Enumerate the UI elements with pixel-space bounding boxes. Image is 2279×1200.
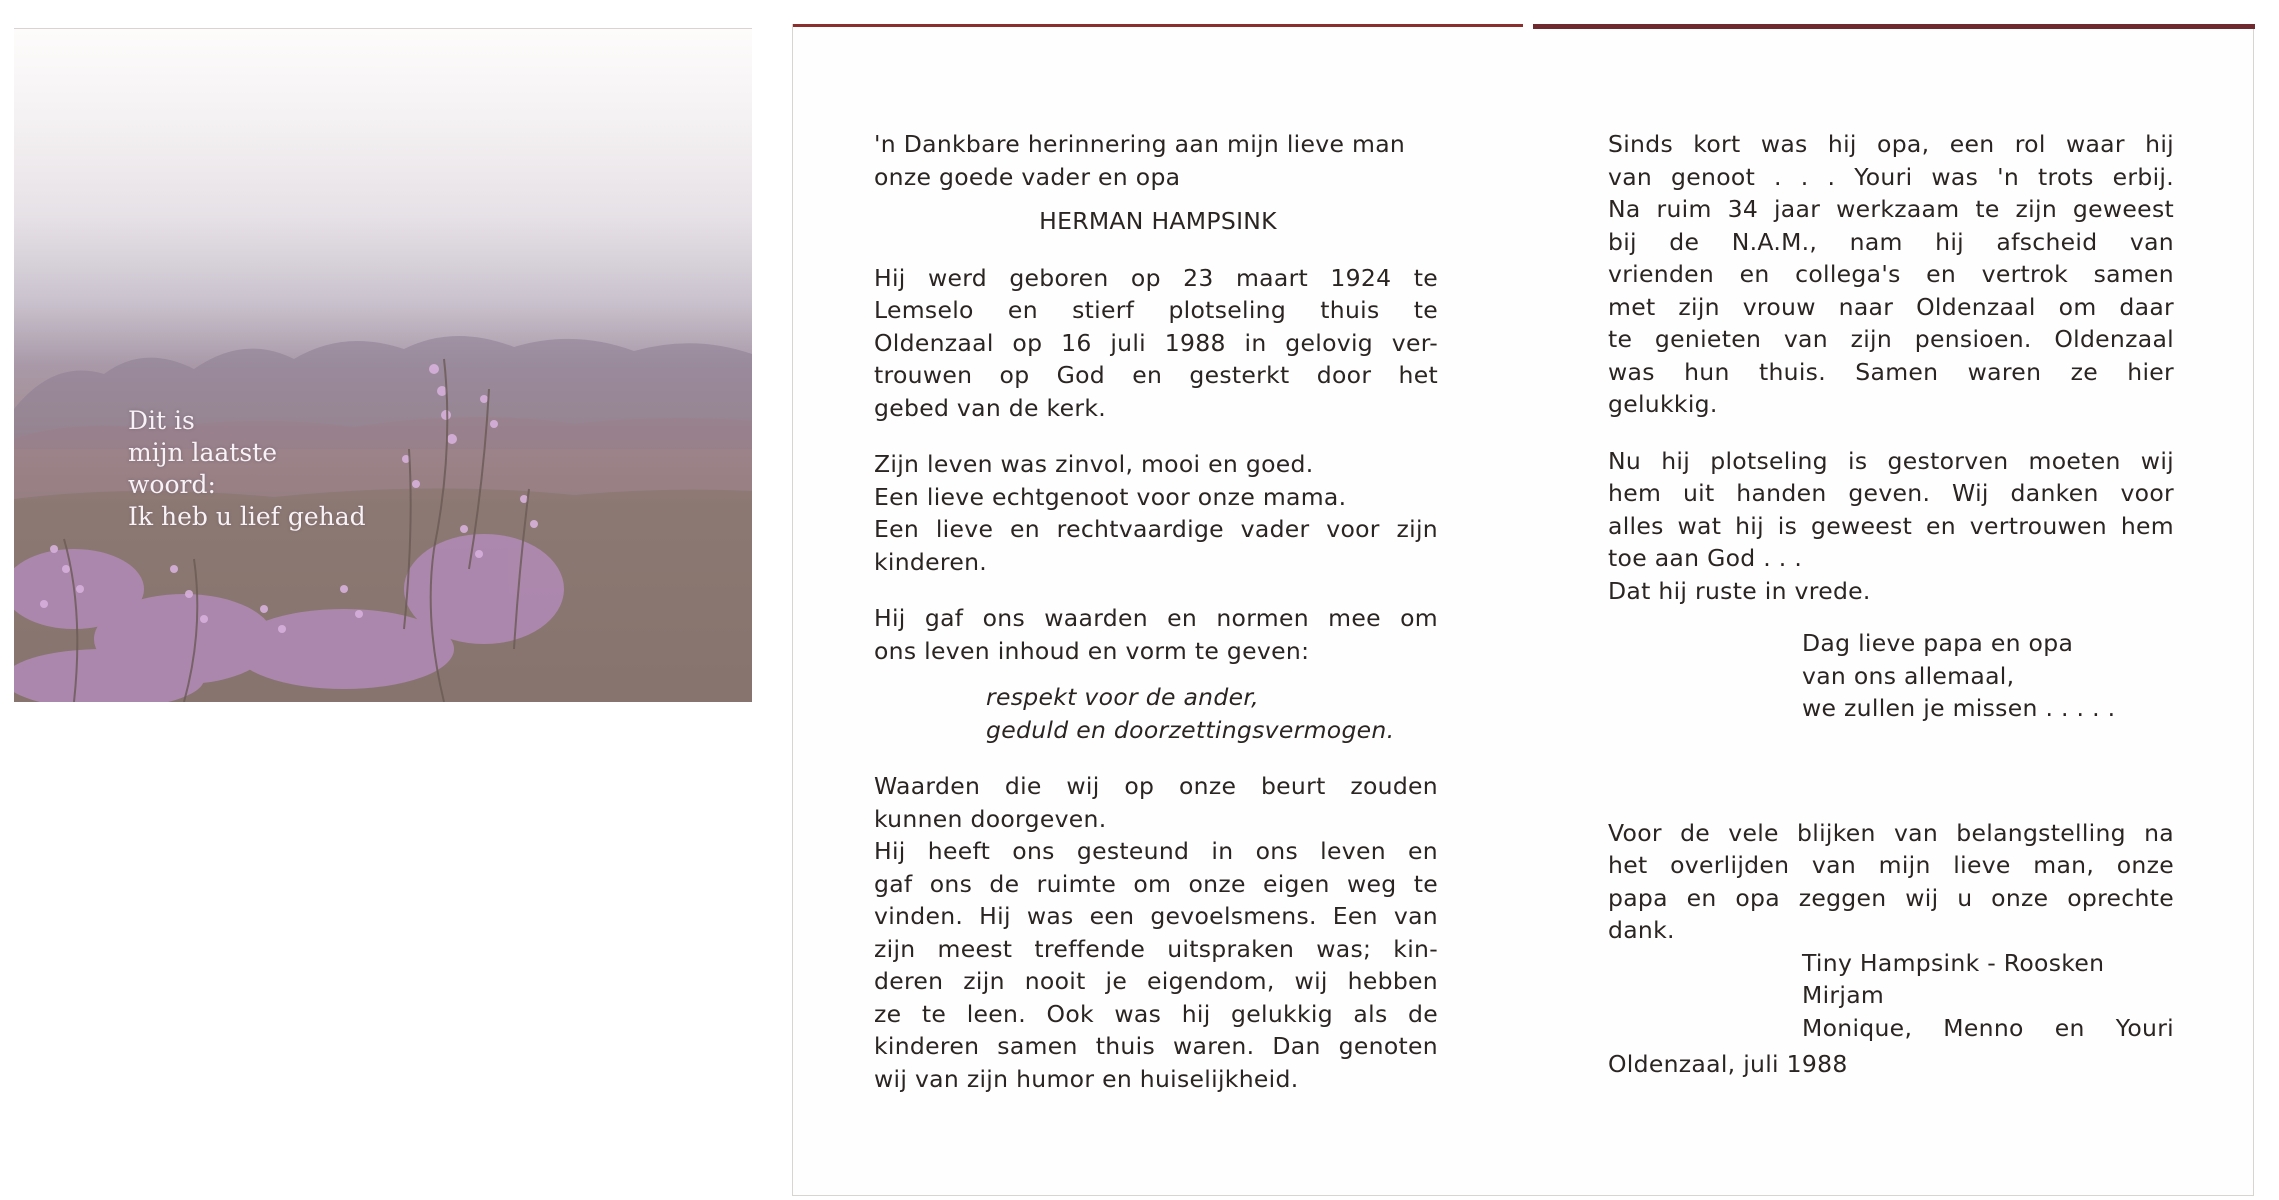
signature-line: Tiny Hampsink - Roosken <box>1802 948 2105 977</box>
front-poem <box>128 405 448 533</box>
text-line: van ons allemaal, <box>1802 661 2015 690</box>
quote-line: respekt voor de ander, <box>986 683 1259 711</box>
text-line: hem uit handen geven. Wij danken voor <box>1608 479 2174 507</box>
inner-card <box>792 24 2254 1196</box>
text-line: Dag lieve papa en opa <box>1802 629 2074 657</box>
text-line: Nu hij plotseling is gestorven moeten wij <box>1608 446 2174 475</box>
text-line: was hun thuis. Samen waren ze hier <box>1608 357 2174 386</box>
signature-line: Mirjam <box>1802 981 1885 1009</box>
text-line: kinderen samen thuis waren. Dan genoten <box>874 1032 1438 1060</box>
top-edge-line <box>1533 24 2255 29</box>
poem-line: mijn laatste <box>128 438 278 467</box>
farewell-paragraph <box>1608 445 2174 608</box>
text-line: bij de N.A.M., nam hij afscheid van <box>1608 227 2174 256</box>
text-line: vinden. Hij was een gevoelsmens. Een van <box>874 902 1438 930</box>
text-line: gebed van de kerk. <box>874 393 1107 422</box>
front-card-photo <box>14 28 752 702</box>
text-line: Een lieve echtgenoot voor onze mama. <box>874 482 1347 511</box>
text-line: deren zijn nooit je eigendom, wij hebben <box>874 967 1438 995</box>
text-line: kunnen doorgeven. <box>874 804 1107 833</box>
right-column <box>1608 128 2174 1081</box>
text-line: dank. <box>1608 916 1675 944</box>
text-line: Lemselo en stierf plotseling thuis te <box>874 296 1438 324</box>
birth-paragraph <box>874 262 1438 425</box>
text-line: het overlijden van mijn lieve man, onze <box>1608 851 2174 879</box>
life-paragraph <box>874 448 1438 578</box>
text-line: kinderen. <box>874 547 988 576</box>
text-line: ons leven inhoud en vorm te geven: <box>874 636 1310 665</box>
quote-line: geduld en doorzettingsvermogen. <box>986 715 1395 744</box>
poem-line: woord: <box>128 470 216 499</box>
text-line: Voor de vele blijken van belangstelling na <box>1608 818 2174 847</box>
text-line: gelukkig. <box>1608 390 1718 418</box>
poem-line: Dit is <box>128 406 195 435</box>
text-line: te genieten van zijn pensioen. Oldenzaal <box>1608 325 2174 353</box>
values-quote <box>874 681 1438 746</box>
text-line: wij van zijn humor en huiselijkheid. <box>874 1064 1299 1093</box>
text-line: Oldenzaal op 16 juli 1988 in gelovig ver- <box>874 328 1438 357</box>
text-line: Hij werd geboren op 23 maart 1924 te <box>874 263 1438 292</box>
text-line: toe aan God . . . <box>1608 544 1803 572</box>
signatures <box>1608 947 2174 1045</box>
text-line: ze te leen. Ook was hij gelukkig als de <box>874 999 1438 1028</box>
text-line: Na ruim 34 jaar werkzaam te zijn geweest <box>1608 195 2174 223</box>
text-line: van genoot . . . Youri was 'n trots erbij. <box>1608 162 2174 191</box>
text-line: Zijn leven was zinvol, mooi en goed. <box>874 450 1314 478</box>
text-line: Een lieve en rechtvaardige vader voor zijn <box>874 515 1438 543</box>
goodbye-lines <box>1608 627 2174 725</box>
text-line: Dat hij ruste in vrede. <box>1608 576 1871 605</box>
grandpa-paragraph <box>1608 128 2174 421</box>
text-line: met zijn vrouw naar Oldenzaal om daar <box>1608 292 2174 321</box>
text-line: alles wat hij is geweest en vertrouwen hem <box>1608 511 2174 540</box>
text-line: trouwen op God en gesterkt door het <box>874 361 1438 389</box>
heather-field-image <box>14 29 752 702</box>
text-line: Waarden die wij op onze beurt zouden <box>874 772 1438 800</box>
text-line: gaf ons de ruimte om onze eigen weg te <box>874 869 1438 898</box>
text-line: Hij gaf ons waarden en normen mee om <box>874 604 1438 632</box>
text-line: we zullen je missen . . . . . <box>1802 694 2116 722</box>
left-column <box>874 128 1438 1095</box>
text-line: Hij heeft ons gesteund in ons leven en <box>874 837 1438 865</box>
text-line: papa en opa zeggen wij u onze oprechte <box>1608 883 2174 912</box>
thanks-paragraph <box>1608 817 2174 947</box>
values-paragraph <box>874 602 1438 667</box>
text-line: Sinds kort was hij opa, een rol waar hij <box>1608 130 2174 158</box>
text-line: zijn meest treffende uitspraken was; kin- <box>874 934 1438 963</box>
signature-line: Monique, Menno en Youri <box>1802 1013 2174 1042</box>
poem-line: Ik heb u lief gehad <box>128 502 366 531</box>
intro-line: onze goede vader en opa <box>874 162 1181 191</box>
place-date: Oldenzaal, juli 1988 <box>1608 1050 1848 1078</box>
intro-line: 'n Dankbare herinnering aan mijn lieve man <box>874 130 1406 158</box>
deceased-name: HERMAN HAMPSINK <box>1039 207 1277 235</box>
legacy-paragraph <box>874 770 1438 1095</box>
top-edge-line <box>793 24 1523 27</box>
text-line: vrienden en collega's en vertrok samen <box>1608 260 2174 288</box>
